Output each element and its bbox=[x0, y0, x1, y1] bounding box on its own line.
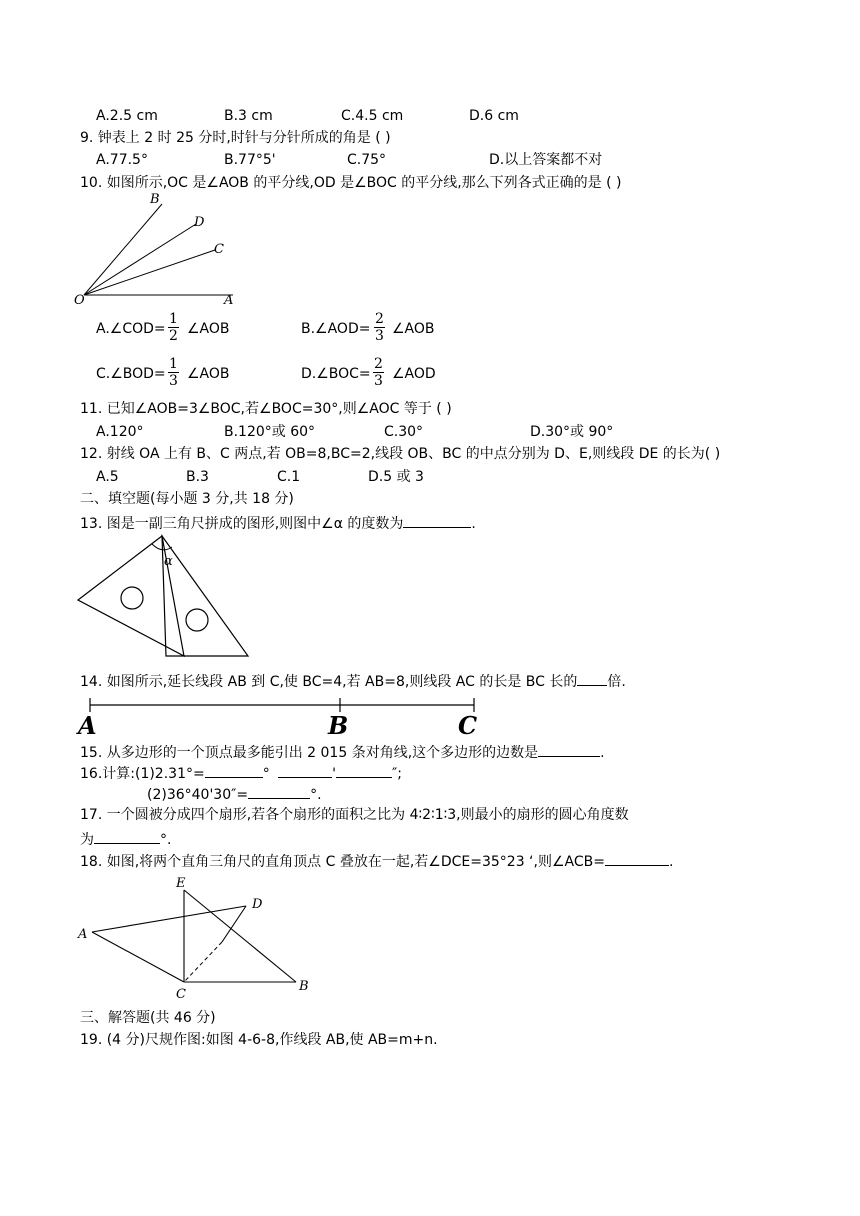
point-b-label: B bbox=[328, 711, 349, 740]
fraction-d: $\frac{2}{3}$ bbox=[374, 356, 383, 389]
answer-blank[interactable] bbox=[577, 671, 607, 686]
option-c: C.1 bbox=[277, 469, 301, 485]
question-14-stem: 14. 如图所示,延长线段 AB 到 C,使 BC=4,若 AB=8,则线段 AC 的长是 BC 长的 倍. bbox=[80, 671, 626, 691]
point-o-label: O bbox=[74, 293, 85, 308]
question-17-line-1: 17. 一个圆被分成四个扇形,若各个扇形的面积之比为 4∶2∶1∶3,则最小的扇形的圆心角度数 bbox=[80, 807, 629, 823]
option-a: A.2.5 cm bbox=[96, 108, 158, 124]
option-c: C.4.5 cm bbox=[341, 108, 404, 124]
answer-blank[interactable] bbox=[403, 513, 471, 528]
section-2-heading: 二、填空题(每小题 3 分,共 18 分) bbox=[80, 491, 294, 507]
question-18-stem: 18. 如图,将两个直角三角尺的直角顶点 C 叠放在一起,若∠DCE=35°23 ‘,则∠ACB= . bbox=[80, 851, 673, 871]
triangle-ruler-figure bbox=[74, 530, 254, 660]
question-9-stem: 9. 钟表上 2 时 25 分时,时针与分针所成的角是 ( ) bbox=[80, 130, 391, 146]
fraction-a: $\frac{1}{2}$ bbox=[169, 311, 178, 344]
option-d: D.∠BOC= bbox=[301, 366, 371, 382]
segment-figure bbox=[74, 690, 494, 740]
answer-blank[interactable] bbox=[278, 763, 332, 778]
option-d-rest: ∠AOD bbox=[392, 366, 436, 382]
option-a: A.120° bbox=[96, 424, 144, 440]
point-b-label: B bbox=[150, 192, 160, 207]
option-b: B.∠AOD= bbox=[301, 321, 371, 337]
option-b: B.77°5' bbox=[224, 152, 276, 168]
right-triangles-figure bbox=[74, 872, 324, 1002]
option-d: D.6 cm bbox=[469, 108, 519, 124]
question-17-line-2: 为 °. bbox=[80, 829, 171, 849]
question-16-line-2: (2)36°40'30″= °. bbox=[147, 784, 322, 804]
option-c: C.∠BOD= bbox=[96, 366, 166, 382]
question-13-stem: 13. 图是一副三角尺拼成的图形,则图中∠α 的度数为 . bbox=[80, 513, 476, 533]
question-16-line-1: 16.计算:(1)2.31°= ° ' ″; bbox=[80, 763, 402, 783]
option-a: A.5 bbox=[96, 469, 119, 485]
answer-blank[interactable] bbox=[538, 742, 600, 757]
answer-blank[interactable] bbox=[248, 784, 310, 799]
point-a-label: A bbox=[78, 711, 97, 740]
option-a: A.∠COD= bbox=[96, 321, 166, 337]
point-c-label: C bbox=[176, 987, 186, 1002]
answer-blank[interactable] bbox=[336, 763, 392, 778]
option-c-rest: ∠AOB bbox=[187, 366, 230, 382]
question-15-stem: 15. 从多边形的一个顶点最多能引出 2 015 条对角线,这个多边形的边数是 . bbox=[80, 742, 605, 762]
point-a-label: A bbox=[224, 293, 234, 308]
fraction-b: $\frac{2}{3}$ bbox=[375, 311, 384, 344]
point-c-label: C bbox=[214, 242, 224, 257]
option-a: A.77.5° bbox=[96, 152, 148, 168]
option-b: B.3 bbox=[186, 469, 209, 485]
question-11-stem: 11. 已知∠AOB=3∠BOC,若∠BOC=30°,则∠AOC 等于 ( ) bbox=[80, 401, 452, 417]
point-d-label: D bbox=[194, 215, 205, 230]
option-b: B.3 cm bbox=[224, 108, 273, 124]
point-d-label: D bbox=[252, 897, 263, 912]
option-b: B.120°或 60° bbox=[224, 424, 316, 440]
point-a-label: A bbox=[78, 927, 88, 942]
question-12-stem: 12. 射线 OA 上有 B、C 两点,若 OB=8,BC=2,线段 OB、BC 的中点分别为 D、E,则线段 DE 的长为( ) bbox=[80, 446, 721, 462]
option-d: D.30°或 90° bbox=[530, 424, 614, 440]
option-c: C.30° bbox=[384, 424, 424, 440]
point-c-label: C bbox=[458, 711, 478, 740]
answer-blank[interactable] bbox=[205, 763, 263, 778]
angle-figure bbox=[70, 190, 250, 310]
alpha-label: α bbox=[164, 554, 173, 569]
answer-blank[interactable] bbox=[605, 851, 669, 866]
option-a-rest: ∠AOB bbox=[187, 321, 230, 337]
question-19-stem: 19. (4 分)尺规作图:如图 4-6-8,作线段 AB,使 AB=m+n. bbox=[80, 1032, 438, 1048]
option-b-rest: ∠AOB bbox=[392, 321, 435, 337]
question-10-stem: 10. 如图所示,OC 是∠AOB 的平分线,OD 是∠BOC 的平分线,那么下列各式正确的是 ( ) bbox=[80, 175, 622, 191]
option-d: D.以上答案都不对 bbox=[489, 152, 603, 168]
point-e-label: E bbox=[176, 876, 186, 891]
option-d: D.5 或 3 bbox=[368, 469, 424, 485]
answer-blank[interactable] bbox=[94, 829, 160, 844]
option-c: C.75° bbox=[347, 152, 387, 168]
point-b-label: B bbox=[299, 979, 309, 994]
fraction-c: $\frac{1}{3}$ bbox=[169, 356, 178, 389]
section-3-heading: 三、解答题(共 46 分) bbox=[80, 1010, 216, 1026]
